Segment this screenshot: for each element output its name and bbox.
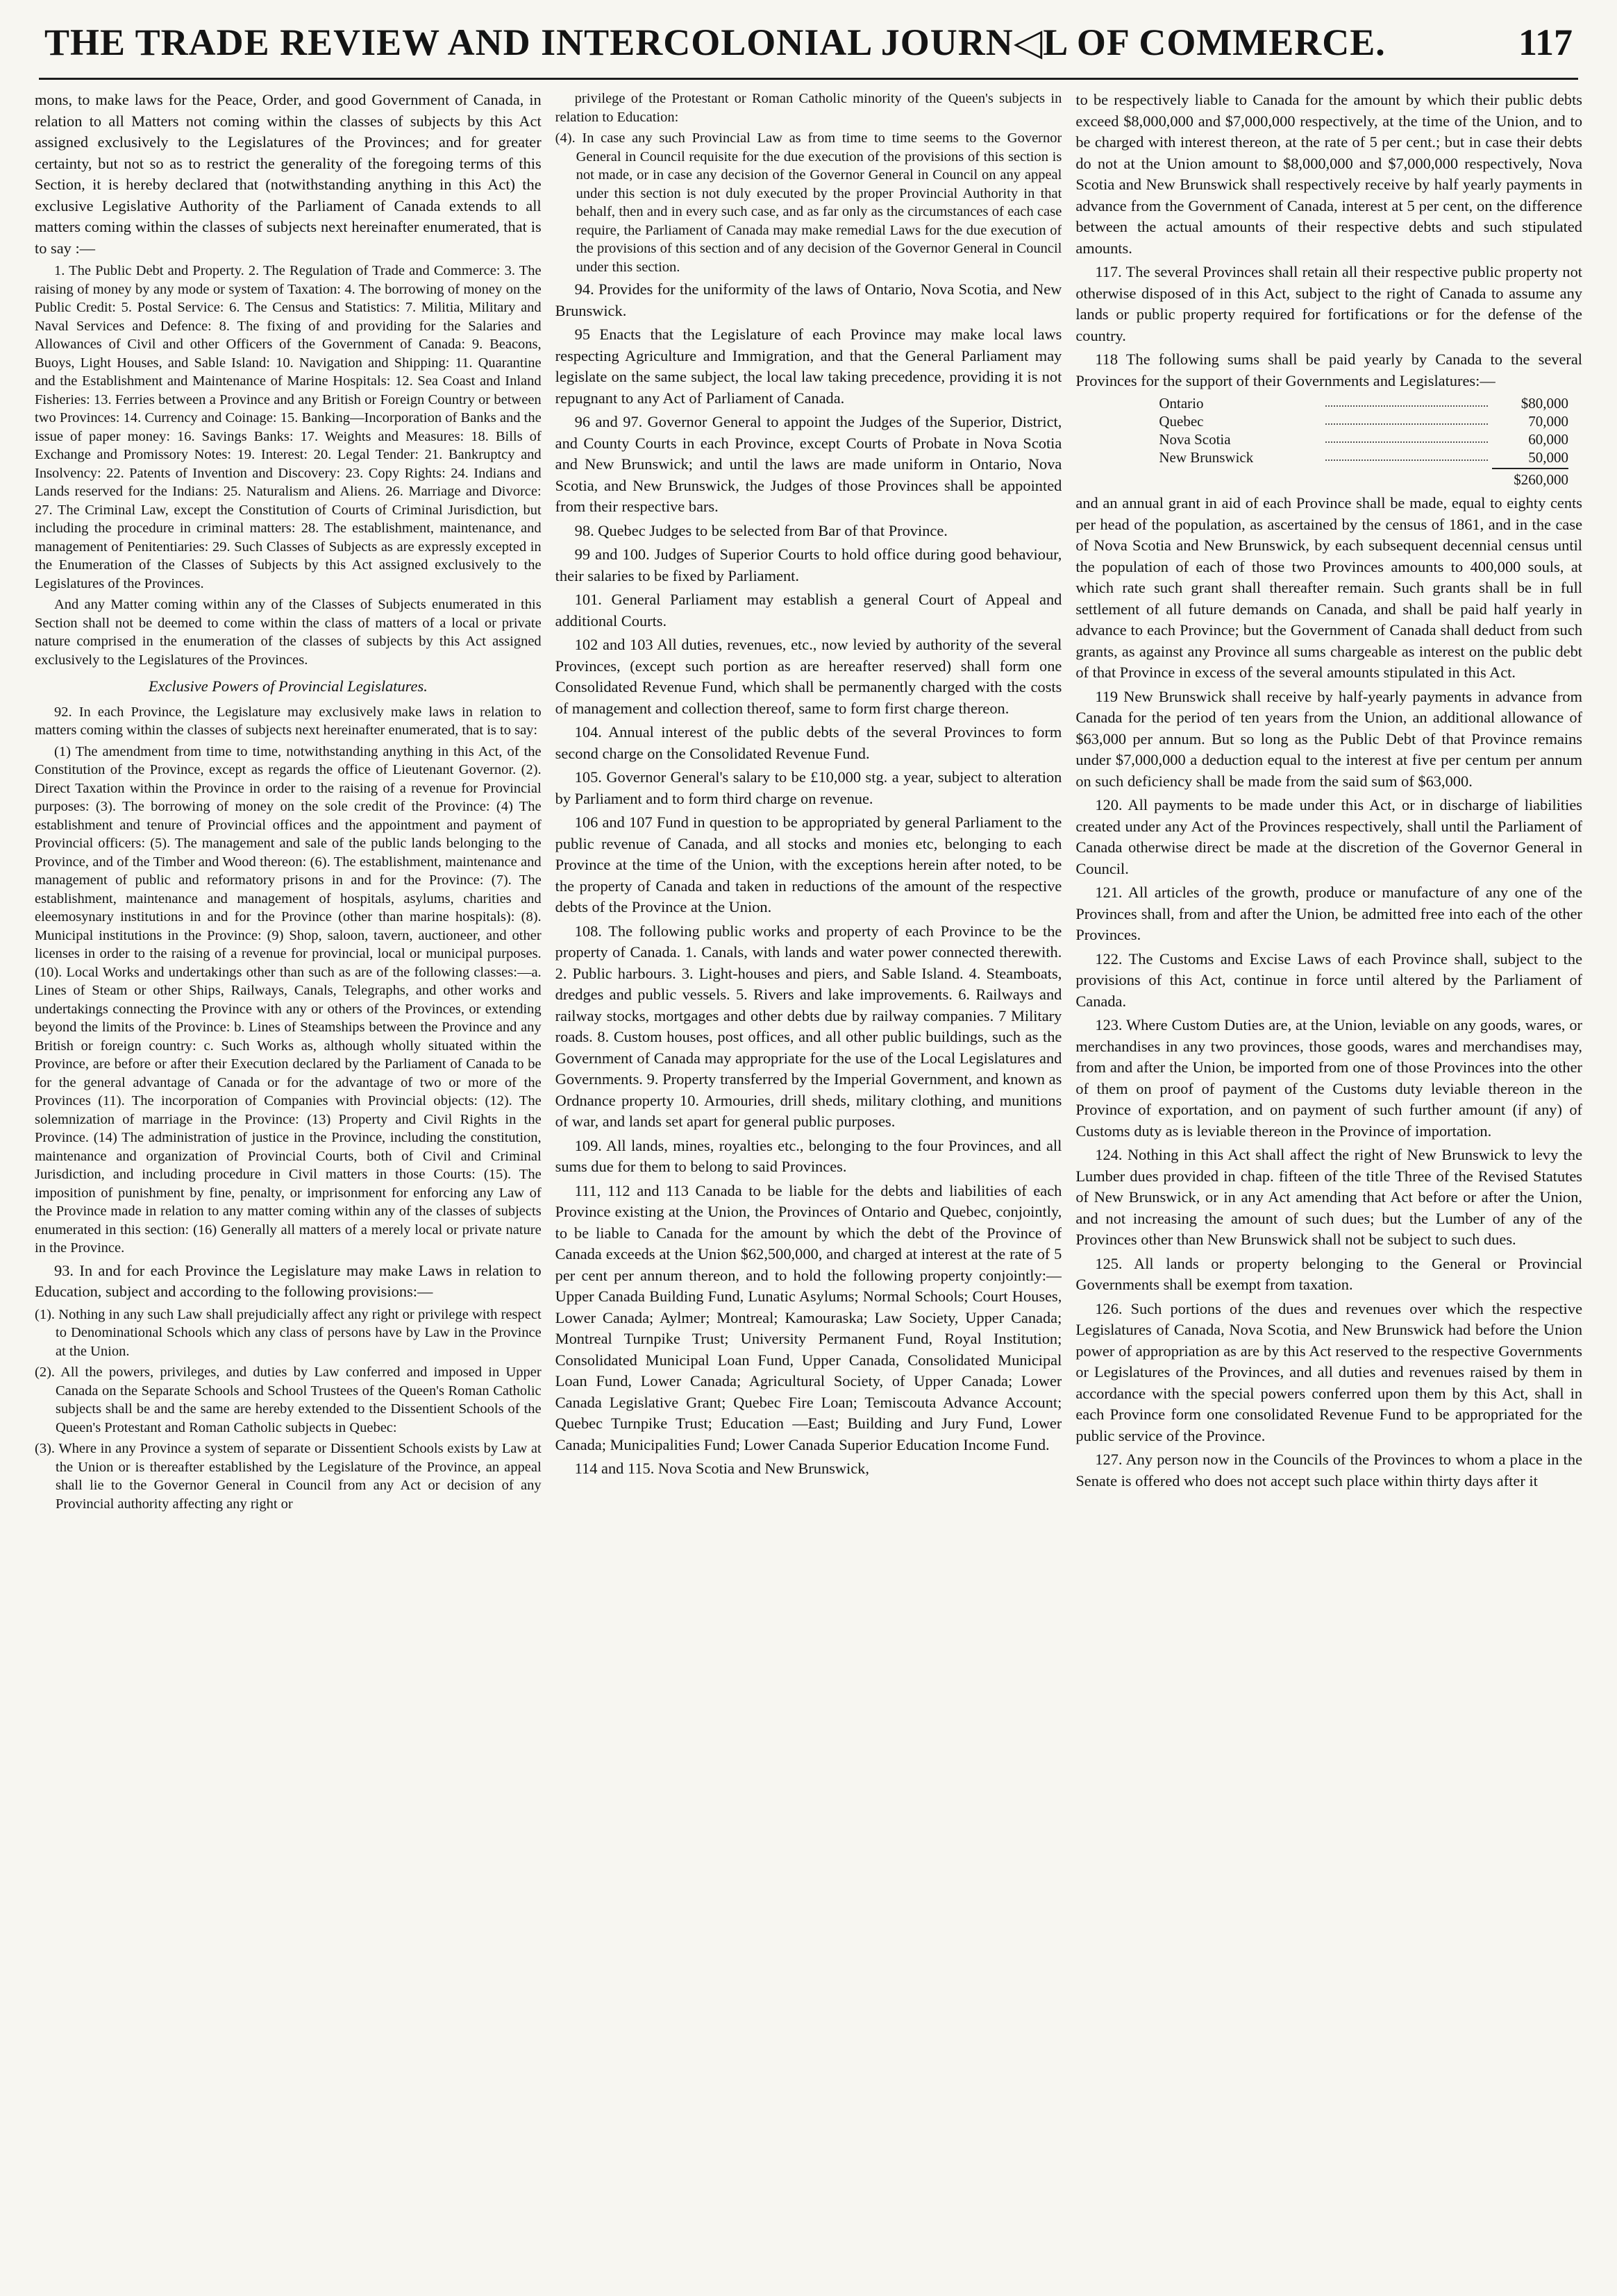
grant-row (1075, 394, 1582, 412)
masthead-title: THE TRADE REVIEW AND INTERCOLONIAL JOURN◁L OF COMMERCE. (44, 22, 1386, 63)
paragraph: 126. Such portions of the dues and revenues over which the respective Legislatures of Canada, Nova Scotia, and New Brunswick had before the Union power of appropriation as are by this Act reserved to the respective Governments or Legislatures of the Provinces, and all duties and revenues raised by them in accordance with the special powers conferred upon them by this Act, shall in each Province form one consolidated Revenue Fund to be appropriated for the public service of the Province. (1075, 1299, 1583, 1444)
paragraph: 93. In and for each Province the Legislature may make Laws in relation to Education, subject and according to the following provisions:— (35, 1261, 542, 1300)
grant-province: New Brunswick (1159, 449, 1254, 466)
grants-total-row (1075, 468, 1582, 489)
paragraph: 118 The following sums shall be paid yearly by Canada to the several Provinces for the support of their Governments and Legislatures:— (1075, 351, 1583, 389)
paragraph: 124. Nothing in this Act shall affect the right of New Brunswick to levy the Lumber dues provided in chap. fifteen of the title Three of the Revised Statutes of New Brunswick, or in any Act amending that Act before or after the Union, and not increasing the amount of such dues; but the Lumber of any of the Provinces other than New Brunswick shall not be subject to such dues. (1075, 1146, 1583, 1248)
grant-row (1075, 430, 1582, 448)
grant-province: Ontario (1159, 395, 1204, 412)
paragraph: 98. Quebec Judges to be selected from Bar of that Province. (574, 521, 948, 539)
paragraph: 108. The following public works and property of each Province to be the property of Canada. 1. Canals, with lands and water power connected therewith. 2. Public harbours. 3. Light-houses and piers, and Sable Island. 4. Steamboats, dredges and public vessels. 5. Rivers and lake improvements. 6. Railways and railway stocks, mortgages and other debts due by railway companies. 7 Military roads. 8. Custom houses, post offices, and all other public buildings, such as the Government of Canada may appropriate for the use of the Local Legislatures and Governments. 9. Property transferred by the Imperial Government, and known as Ordnance property 10. Armouries, drill sheds, military clothing, and munitions of war, and lands set apart for general public purposes. (555, 922, 1062, 1130)
paragraph: And any Matter coming within any of the Classes of Subjects enumerated in this Section shall not be deemed to come within the class of matters of a local or private nature comprised in the enumeration of the classes of subjects by this Act assigned exclusively to the Legislatures of the Provinces. (35, 597, 542, 668)
section-heading: Exclusive Powers of Provincial Legislatures. (148, 677, 428, 695)
provision-item: (2). All the powers, privileges, and duties by Law conferred and imposed in Upper Canada on the Separate Schools and School Trustees of the Queen's Roman Catholic subjects shall be and the same are hereby extended to the Dissentient Schools of the Queen's Protestant and Roman Catholic subjects in Quebec: (35, 1365, 542, 1435)
paragraph: 119 New Brunswick shall receive by half-yearly payments in advance from Canada for the period of ten years from the Union, an additional allowance of $63,000 per annum. But so long as the Public Debt of that Province remains under $7,000,000 a deduction equal to the interest at five per centum per annum on such deficiency shall be made from the said sum of $63,000. (1075, 687, 1583, 790)
grant-row (1075, 412, 1582, 430)
text-columns (35, 90, 1582, 2283)
paragraph: 120. All payments to be made under this Act, or in discharge of liabilities created under any Act of the Provinces respectively, shall until the Parliament of Canada otherwise direct be made at the discretion of the Governor General in Council. (1075, 796, 1583, 877)
grant-amount: 50,000 (1528, 449, 1569, 466)
leader-dots (1325, 448, 1488, 461)
paragraph: 111, 112 and 113 Canada to be liable for the debts and liabilities of each Province existing at the Union, the Provinces of Ontario and Quebec, conjointly, to be liable to Canada for the amount by which the debt of the Province of Canada exceeds at the Union $62,500,000, and charged at interest at the rate of 5 per cent per annum thereon, and to hold the following property conjointly:—Upper Canada Building Fund, Lunatic Asylums; Normal Schools; Court Houses, Lower Canada; Aylmer; Montreal; Kamouraska; Law Society, Upper Canada; Montreal Turnpike Trust; University Permanent Fund, Royal Institution; Consolidated Municipal Loan Fund, Upper Canada, Consolidated Municipal Loan Fund, Lower Canada; Agricultural Society, of Upper Canada; Lower Canada Legislative Grant; Quebec Fire Loan; Temiscouta Advance Account; Quebec Turnpike Trust; Education —East; Building and Jury Fund, Lower Canada; Municipalities Fund; Lower Canada Superior Education Income Fund. (555, 1181, 1062, 1453)
grants-total: $260,000 (1492, 468, 1568, 489)
paragraph: 123. Where Custom Duties are, at the Union, leviable on any goods, wares, or merchandises in any two provinces, those goods, wares and merchandises may, from and after the Union, be imported from one of those Provinces into the other of them on proof of payment of the Customs duty leviable thereon in the Province of exportation, and on payment of such further amount (if any) of Customs duty as is leviable thereon in the Province of importation. (1075, 1016, 1583, 1140)
leader-dots (1325, 412, 1488, 425)
grant-province: Quebec (1159, 413, 1204, 430)
paragraph: to be respectively liable to Canada for the amount by which their public debts exceed $8,000,000 and $7,000,000 respectively, at the time of the Union, and to be charged with interest thereon, at the rate of 5 per cent.; but in case their debts do not at the Union amount to $8,000,000 and $7,000,000 respectively, Nova Scotia and New Brunswick shall respectively receive by half yearly payments in advance from the Government of Canada, interest at 5 per cent, on the difference between the actual amounts of their respective debts and such stipulated amounts. (1075, 91, 1583, 257)
paragraph: 105. Governor General's salary to be £10,000 stg. a year, subject to alteration by Parliament and to form third charge on revenue. (555, 768, 1062, 807)
page-header (39, 19, 1578, 80)
provision-item: (4). In case any such Provincial Law as from time to time seems to the Governor General in Council requisite for the due execution of the provisions of this section is not made, or in case any decision of the Governor General in Council on any appeal under this section is not duly executed by the proper Provincial Authority in that behalf, then and in every such case, and as far only as the circumstances of each case require, the Parliament of Canada may make remedial Laws for the due execution of the provisions of this section and of any decision of the Governor General in Council under this section. (555, 130, 1062, 275)
provision-item: (1). Nothing in any such Law shall prejudicially affect any right or privilege with respect to Denominational Schools which any class of persons have by Law in the Province at the Union. (35, 1306, 542, 1359)
paragraph: 121. All articles of the growth, produce or manufacture of any one of the Provinces shall, from and after the Union, be admitted free into each of the other Provinces. (1075, 884, 1583, 943)
paragraph: privilege of the Protestant or Roman Catholic minority of the Queen's subjects in relation to Education: (555, 91, 1062, 125)
paragraph: 109. All lands, mines, royalties etc., belonging to the four Provinces, and all sums due for them to belong to said Provinces. (555, 1136, 1062, 1175)
column-3 (1075, 90, 1582, 2283)
paragraph: 125. All lands or property belonging to the General or Provincial Governments shall be exempt from taxation. (1075, 1254, 1583, 1293)
leader-dots (1325, 394, 1488, 407)
paragraph: 127. Any person now in the Councils of the Provinces to whom a place in the Senate is offered who does not accept such place within thirty days after it (1075, 1451, 1583, 1489)
column-2 (555, 90, 1062, 2283)
paragraph: 102 and 103 All duties, revenues, etc., now levied by authority of the several Provinces, (except such portion as are hereafter reserved) shall form one Consolidated Revenue Fund, which shall be permanently charged with the costs of management and collection thereof, same to form first charge thereon. (555, 636, 1062, 717)
paragraph: 122. The Customs and Excise Laws of each Province shall, subject to the provisions of this Act, continue in force until altered by the Parliament of Canada. (1075, 949, 1583, 1010)
provision-item: (3). Where in any Province a system of separate or Dissentient Schools exists by Law at the Union or is thereafter established by the Legislature of the Province, an appeal shall lie to the Governor General in Council from any Act or decision of any Provincial authority affecting any right or (35, 1441, 542, 1512)
grant-amount: 60,000 (1528, 431, 1569, 448)
paragraph: 106 and 107 Fund in question to be appropriated by general Parliament to the public revenue of Canada, and all stocks and monies etc, belonging to each Province at the time of the Union, with the exceptions herein after noted, to be the property of Canada and taken in reductions of the amount of the respective debts of the Province at the Union. (555, 813, 1062, 915)
paragraph: and an annual grant in aid of each Province shall be made, equal to eighty cents per head of the population, as ascertained by the census of 1861, and in the case of Nova Scotia and New Brunswick, by each subsequent decennial census until the population of each of those two Provinces amounts to 400,000 souls, at which rate such grant shall thereafter remain. Such grants shall be in full settlement of all future demands on Canada, and shall be paid half yearly in advance to each Province; but the Government of Canada shall deduct from such grants, as against any Province all sums chargeable as interest on the public debt of that Province in excess of the several amounts stipulated in this Act. (1075, 494, 1583, 681)
grant-province: Nova Scotia (1159, 431, 1231, 448)
column-1 (35, 90, 542, 2283)
paragraph: 96 and 97. Governor General to appoint the Judges of the Superior, District, and County Courts in each Province, except Courts of Probate in Nova Scotia and New Brunswick; and until the laws are made uniform in Ontario, Nova Scotia, and New Brunswick, the Judges of those Provinces shall be appointed from their respective bars. (555, 413, 1062, 515)
paragraph: (1) The amendment from time to time, notwithstanding anything in this Act, of the Constitution of the Province, except as regards the office of Lieutenant Governor. (2). Direct Taxation within the Province in order to the raising of a revenue for Provincial purposes: (3). The borrowing of money on the sole credit of the Province: (4) The establishment and tenure of Provincial offices and the appointment and payment of Provincial officers: (5). The management and sale of the public lands belonging to the Province, and of the Timber and Wood thereon: (6). The establishment, maintenance and management of public and reformatory prisons in and for the Province: (7). The establishment, maintenance and management of hospitals, asylums, charities and eleemosynary institutions in and for the Province (other than marine hospitals): (8). Municipal institutions in the Province: (9) Shop, saloon, tavern, auctioneer, and other licenses in order to the raising of a revenue for provincial, local or municipal purposes. (10). Local Works and undertakings other than such as are of the following classes:—a. Lines of Steam or other Ships, Railways, Canals, Telegraphs, and other works and undertakings connecting the Province with any or others of the Provinces, or extending beyond the limits of the Province: b. Lines of Steamships between the Province and any British or foreign country: c. Such Works as, although wholly situated within the Province, are before or after their Execution declared by the Parliament of Canada to be for the general advantage of Canada or for the advantage of two or more of the Provinces (11). The incorporation of Companies with Provincial objects: (12). The solemnization of marriage in the Province: (13) Property and Civil Rights in the Province. (14) The administration of justice in the Province, including the constitution, maintenance and organization of Provincial Courts, both of Civil and Criminal Jurisdiction, and including procedure in Civil matters in those Courts: (15). The imposition of punishment by fine, penalty, or imprisonment for enforcing any Law of the Province made in relation to any matter coming within any of the classes of subjects enumerated in this section: (16) Generally all matters of a merely local or private nature in the Province. (35, 743, 542, 1256)
paragraph: 114 and 115. Nova Scotia and New Brunswick, (574, 1460, 869, 1477)
paragraph: 104. Annual interest of the public debts of the several Provinces to form second charge on the Consolidated Revenue Fund. (555, 723, 1062, 762)
paragraph: 94. Provides for the uniformity of the laws of Ontario, Nova Scotia, and New Brunswick. (555, 280, 1062, 319)
paragraph: 1. The Public Debt and Property. 2. The Regulation of Trade and Commerce: 3. The raising of money by any mode or system of Taxation: 4. The borrowing of money on the Public Credit: 5. Postal Service: 6. The Census and Statistics: 7. Militia, Military and Naval Services and Defence: 8. The fixing of and providing for the Salaries and Allowances of Civil and other Officers of the Government of Canada: 9. Beacons, Buoys, Light Houses, and Sable Island: 10. Navigation and Shipping: 11. Quarantine and the Establishment and Maintenance of Marine Hospitals: 12. Sea Coast and Inland Fisheries: 13. Ferries between a Province and any British or Foreign Country or between two Provinces: 14. Currency and Coinage: 15. Banking—Incorporation of Banks and the issue of paper money: 16. Savings Banks: 17. Weights and Measures: 18. Bills of Exchange and Promissory Notes: 19. Interest: 20. Legal Tender: 21. Bankruptcy and Insolvency: 22. Patents of Invention and Discovery: 23. Copy Rights: 24. Indians and Lands reserved for the Indians: 25. Naturalism and Aliens. 26. Marriage and Divorce: 27. The Criminal Law, except the Constitution of Courts of Criminal Jurisdiction, but including the procedure in criminal matters: 28. The establishment, maintenance, and management of Penitentiaries: 29. Such Classes of Subjects as are expressly excepted in the Enumeration of the Classes of Subjects by this Act assigned exclusively to the Legislatures of the Provinces. (35, 263, 542, 591)
grant-amount: 70,000 (1528, 413, 1569, 430)
paragraph: 117. The several Provinces shall retain all their respective public property not otherwise disposed of in this Act, subject to the right of Canada to assume any lands or public property required for fortifications or for the defense of the country. (1075, 263, 1583, 344)
page-number: 117 (1518, 22, 1573, 63)
paragraph: 101. General Parliament may establish a general Court of Appeal and additional Courts. (555, 591, 1062, 630)
paragraph: 95 Enacts that the Legislature of each Province may make local laws respecting Agriculture and Immigration, and that the General Parliament may legislate on the same subject, the local law taking precedence, providing it is not repugnant to any Act of Parliament of Canada. (555, 326, 1062, 407)
paragraph: mons, to make laws for the Peace, Order, and good Government of Canada, in relation to all Matters not coming within the classes of subjects by this Act assigned exclusively to the Legislatures of the Provinces; and for greater certainty, but not so as to restrict the generality of the foregoing terms of this Section, it is hereby declared that (notwithstanding anything in this Act) the exclusive Legislative Authority of the Parliament of Canada extends to all matters coming within the classes of subjects next hereinafter enumerated, that is to say :— (35, 91, 542, 257)
paragraph: 92. In each Province, the Legislature may exclusively make laws in relation to matters coming within the classes of subjects next hereinafter enumerated, that is to say: (35, 704, 542, 738)
paragraph: 99 and 100. Judges of Superior Courts to hold office during good behaviour, their salaries to be fixed by Parliament. (555, 546, 1062, 584)
grant-row (1075, 448, 1582, 466)
grants-table (1075, 394, 1582, 489)
leader-dots (1325, 430, 1488, 443)
grant-amount: $80,000 (1520, 395, 1569, 412)
